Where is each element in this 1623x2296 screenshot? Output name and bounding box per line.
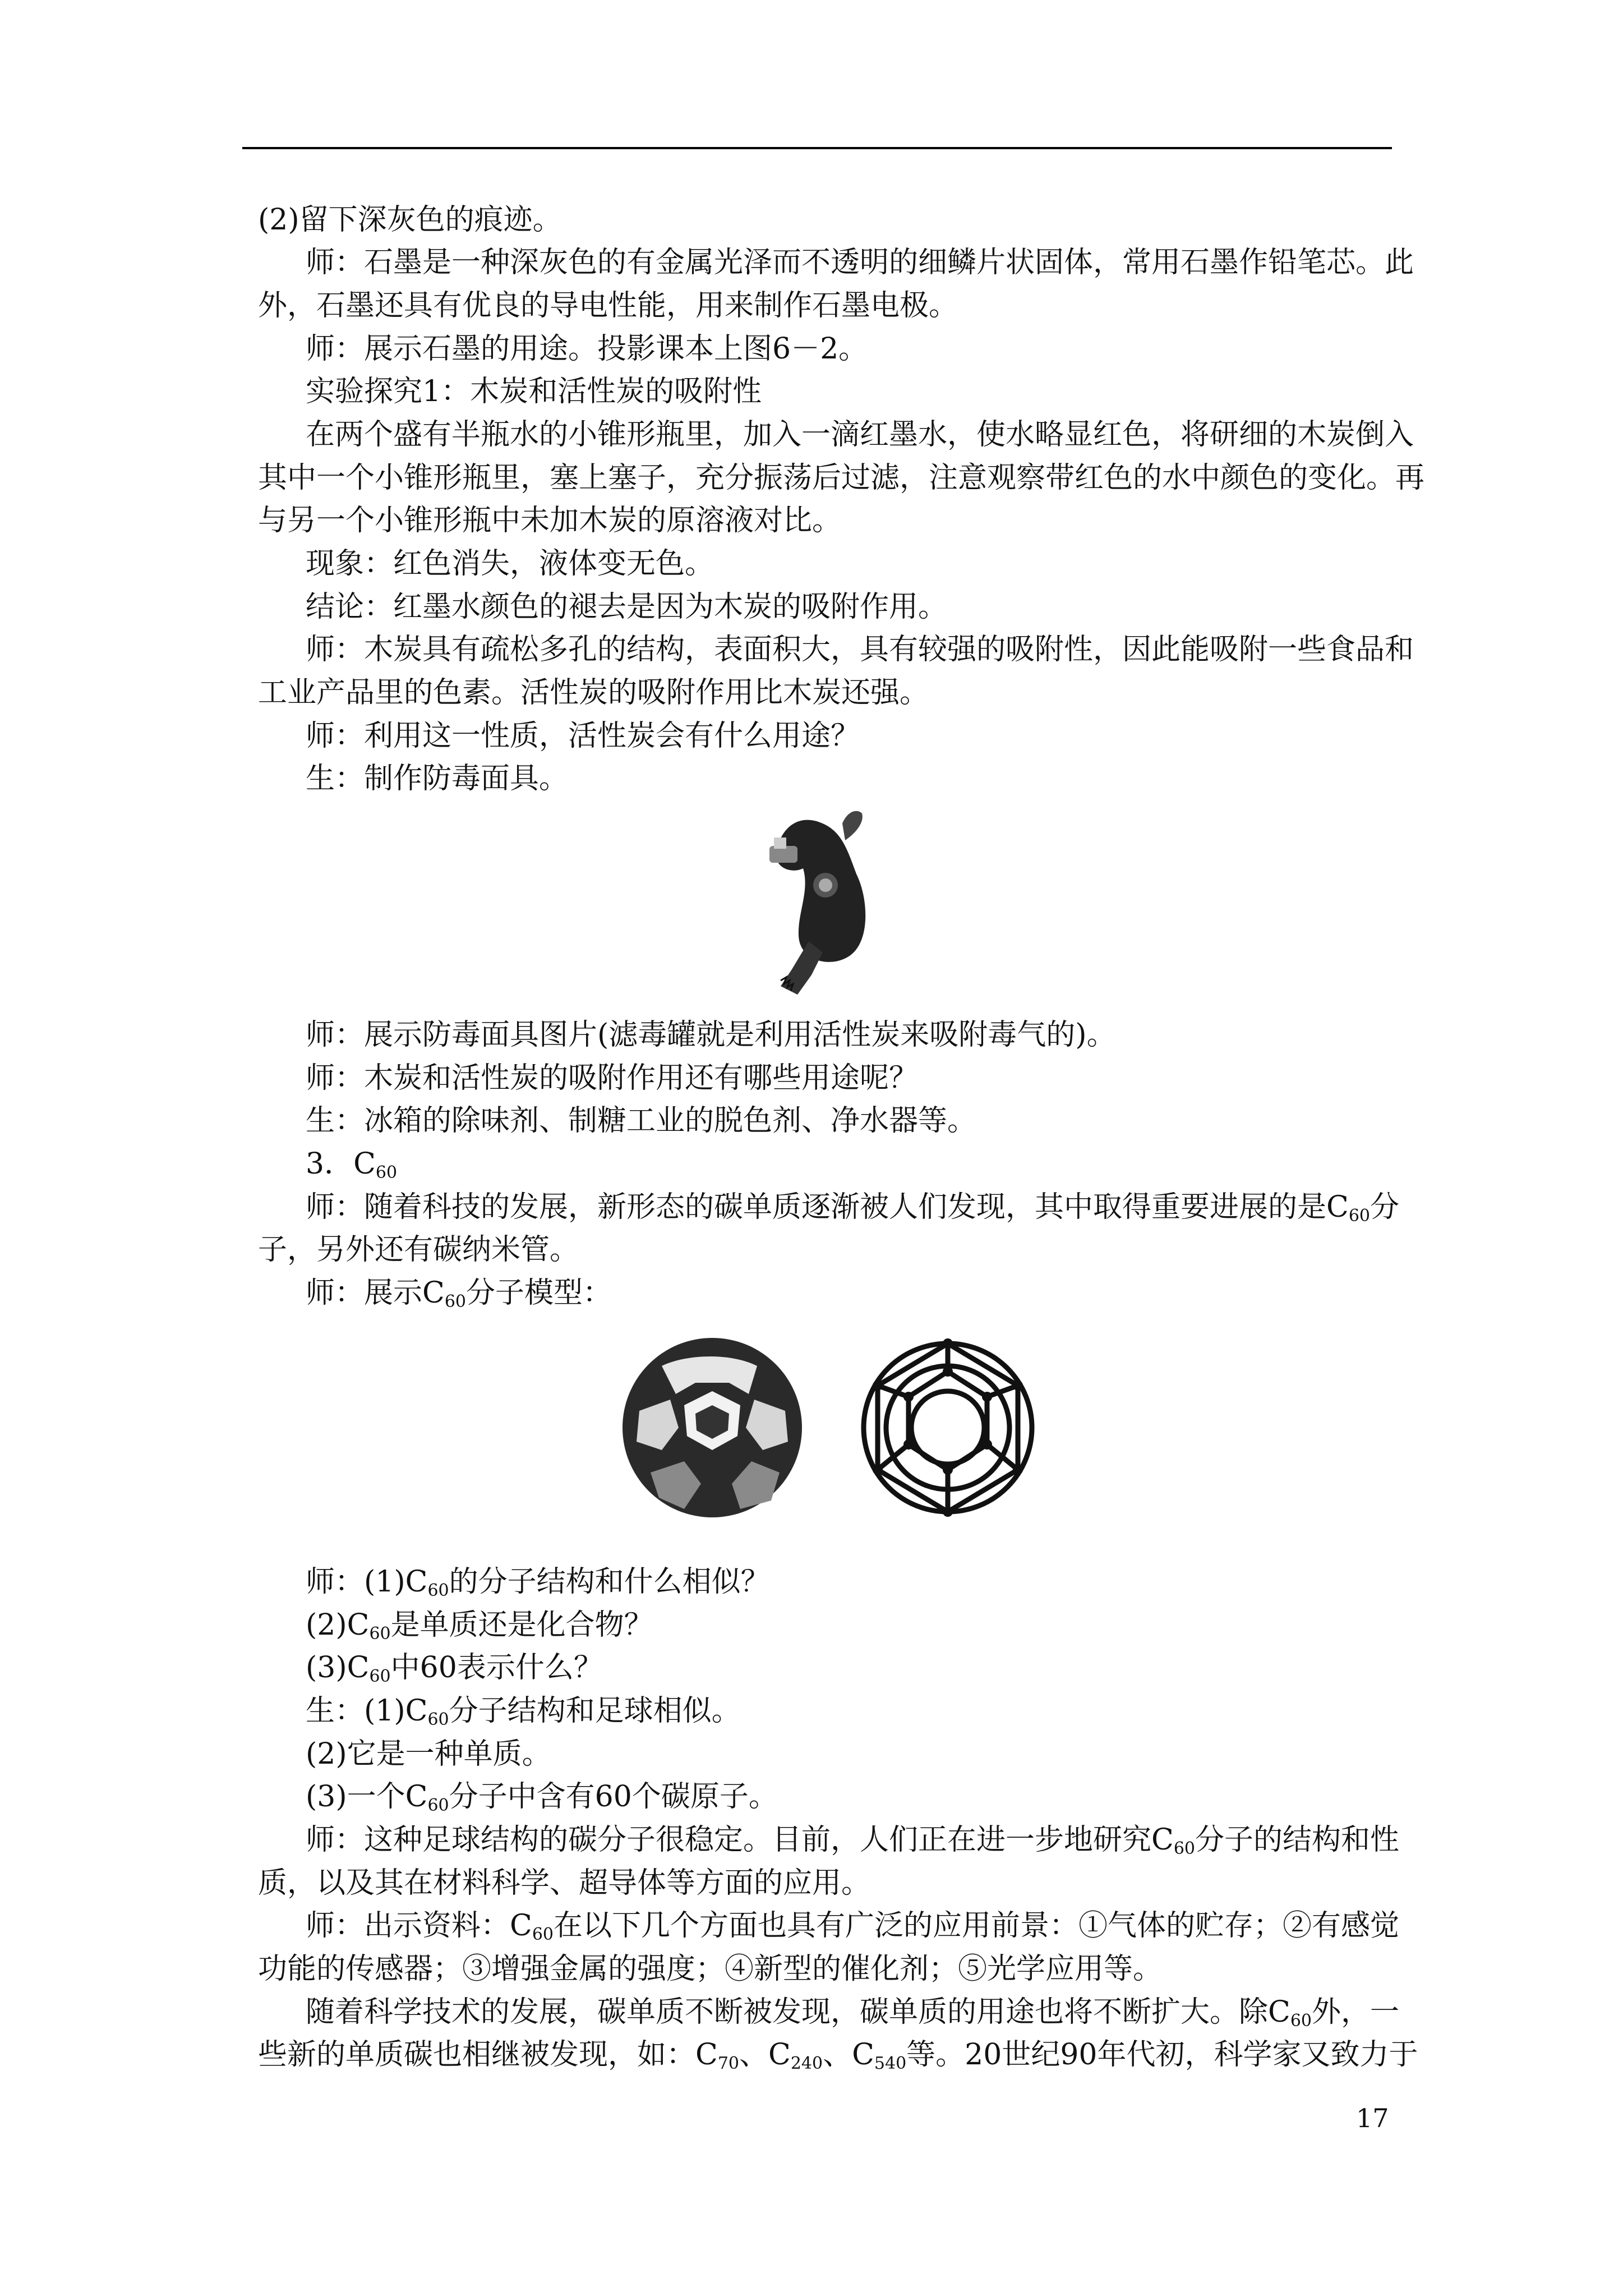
text-line: 功能的传感器；③增强金属的强度；④新型的催化剂；⑤光学应用等。 <box>258 1952 1163 1986</box>
text-line: 实验探究1：木炭和活性炭的吸附性 <box>306 375 762 408</box>
text-line: $(3)C_{60}$中60表示什么？ <box>306 1651 603 1686</box>
text-line: (3)一个$C_{60}$分子中含有60个碳原子。 <box>306 1780 778 1815</box>
header-rule <box>242 147 1392 149</box>
page-number: 17 <box>1356 2103 1389 2133</box>
text-line: $(2)C_{60}$是单质还是化合物？ <box>306 1608 653 1644</box>
text-line: 子，另外还有碳纳米管。 <box>258 1233 579 1267</box>
text-line: 在两个盛有半瓶水的小锥形瓶里，加入一滴红墨水，使水略显红色，将研细的木炭倒入 <box>306 418 1414 452</box>
text-line: 现象：红色消失，液体变无色。 <box>306 547 714 581</box>
c60-model-image <box>852 1332 1043 1523</box>
gas-mask-image <box>758 807 874 1003</box>
text-line: 师：出示资料：$C_{60}$在以下几个方面也具有广泛的应用前景：①气体的贮存；②有感觉 <box>306 1909 1400 1944</box>
text-line: 师：随着科技的发展，新形态的碳单质逐渐被人们发现，其中取得重要进展的是$C_{60}$分 <box>306 1190 1400 1226</box>
text-line: 师：利用这一性质，活性炭会有什么用途？ <box>306 719 860 753</box>
text-line: 其中一个小锥形瓶里，塞上塞子，充分振荡后过滤，注意观察带红色的水中颜色的变化。再 <box>258 461 1425 495</box>
text-line: 随着科学技术的发展，碳单质不断被发现，碳单质的用途也将不断扩大。除$C_{60}$外，一 <box>306 1995 1400 2031</box>
text-line: 生：冰箱的除味剂、制糖工业的脱色剂、净水器等。 <box>306 1104 977 1138</box>
soccer-ball-image <box>617 1332 808 1523</box>
text-line: 师：木炭和活性炭的吸附作用还有哪些用途呢？ <box>306 1061 919 1095</box>
text-line: 师：木炭具有疏松多孔的结构，表面积大，具有较强的吸附性，因此能吸附一些食品和 <box>306 633 1414 666</box>
text-line: 与另一个小锥形瓶中未加木炭的原溶液对比。 <box>258 504 842 537</box>
text-line: 师：这种足球结构的碳分子很稳定。目前，人们正在进一步地研究$C_{60}$分子的结构和性 <box>306 1823 1400 1858</box>
text-line: 些新的单质碳也相继被发现，如：$C_{70}$、$C_{240}$、$C_{540}$等。20世纪90年代初，科学家又致力于 <box>258 2038 1418 2073</box>
text-line: 生：制作防毒面具。 <box>306 762 569 795</box>
text-line: (2)留下深灰色的痕迹。 <box>258 203 562 237</box>
text-line: 师：展示防毒面具图片(滤毒罐就是利用活性炭来吸附毒气的)。 <box>306 1018 1116 1052</box>
text-line: 外，石墨还具有优良的导电性能，用来制作石墨电极。 <box>258 289 958 323</box>
text-line: 质，以及其在材料科学、超导体等方面的应用。 <box>258 1866 871 1900</box>
text-line: 工业产品里的色素。活性炭的吸附作用比木炭还强。 <box>258 676 929 710</box>
text-line: 师：展示$C_{60}$分子模型： <box>306 1276 612 1312</box>
text-line: 生：$(1)C_{60}$分子结构和足球相似。 <box>306 1694 741 1729</box>
text-line: 师：展示石墨的用途。投影课本上图6－2。 <box>306 332 868 366</box>
text-line: 3．$C_{60}$ <box>306 1147 398 1182</box>
text-line: 师：$(1)C_{60}$的分子结构和什么相似？ <box>306 1565 770 1600</box>
text-line: 师：石墨是一种深灰色的有金属光泽而不透明的细鳞片状固体，常用石墨作铅笔芯。此 <box>306 246 1414 279</box>
text-line: 结论：红墨水颜色的褪去是因为木炭的吸附作用。 <box>306 590 948 624</box>
text-line: (2)它是一种单质。 <box>306 1737 551 1771</box>
